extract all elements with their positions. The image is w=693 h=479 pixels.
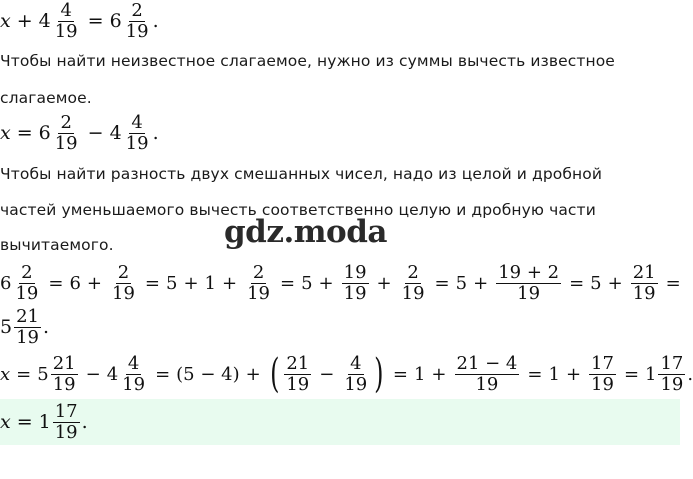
- rule-text-2: слагаемое.: [0, 89, 92, 107]
- minus-sign: −: [319, 363, 335, 385]
- numerator: 19: [343, 261, 367, 283]
- denominator: 19: [125, 132, 149, 154]
- equation-line-4: [0, 351, 693, 397]
- plus-sign: +: [183, 272, 199, 294]
- number: 1: [548, 363, 560, 385]
- rule-text-3: Чтобы найти разность двух смешанных чисел, надо из целой и дробной: [0, 165, 602, 183]
- denominator: 19: [475, 373, 499, 395]
- equation-line-2: [0, 110, 159, 156]
- numerator: 2: [131, 0, 143, 21]
- number: 6: [69, 272, 81, 294]
- whole-part: 5: [37, 363, 49, 385]
- equals-sign: =: [569, 272, 585, 294]
- denominator: 19: [591, 373, 614, 395]
- fraction: [53, 1, 80, 42]
- equals-sign: =: [155, 363, 171, 385]
- fraction: [110, 263, 137, 304]
- equals-sign: =: [665, 272, 681, 294]
- numerator: 21: [52, 352, 76, 374]
- plus-sign: +: [607, 272, 623, 294]
- number: 1: [204, 272, 216, 294]
- var-x: x: [0, 363, 11, 385]
- rule-text-5: вычитаемого.: [0, 236, 114, 254]
- denominator: 19: [52, 373, 76, 395]
- numerator: 17: [54, 400, 78, 422]
- fraction: [53, 113, 80, 154]
- equation-line-3: [0, 260, 687, 306]
- left-paren: (: [269, 351, 280, 397]
- whole-part: 6: [0, 272, 12, 294]
- numerator: 2: [252, 261, 265, 283]
- period: .: [152, 122, 159, 144]
- period: .: [687, 363, 693, 385]
- whole-part: 4: [109, 122, 122, 144]
- whole-part: 4: [38, 10, 51, 32]
- equals-sign: =: [48, 272, 64, 294]
- equals-sign: =: [16, 411, 33, 433]
- equals-sign: =: [434, 272, 450, 294]
- denominator: 19: [122, 373, 146, 395]
- denominator: 19: [112, 282, 135, 304]
- number: 5: [166, 272, 178, 294]
- equals-sign: =: [280, 272, 296, 294]
- fraction: [589, 354, 616, 395]
- denominator: 19: [125, 20, 149, 42]
- numerator: 21: [632, 261, 656, 283]
- numerator: 19 + 2: [498, 261, 560, 283]
- denominator: 19: [247, 282, 270, 304]
- period: .: [152, 10, 159, 32]
- plus-sign: +: [16, 10, 33, 32]
- whole-part: 6: [38, 122, 51, 144]
- fraction: [284, 354, 311, 395]
- var-x: x: [0, 10, 11, 32]
- numerator: 21: [16, 305, 39, 327]
- denominator: 19: [286, 373, 310, 395]
- var-x: x: [0, 411, 11, 433]
- equals-sign: =: [144, 272, 160, 294]
- watermark-logo: gdz.moda: [224, 214, 387, 250]
- plus-sign: +: [376, 272, 392, 294]
- rule-text-1: Чтобы найти неизвестное слагаемое, нужно из суммы вычесть известное: [0, 52, 615, 70]
- rule-text-4: частей уменьшаемого вычесть соответственно целую и дробную части: [0, 201, 596, 219]
- denominator: 19: [632, 282, 656, 304]
- plus-sign: +: [86, 272, 102, 294]
- denominator: 19: [54, 421, 78, 443]
- fraction: [120, 354, 147, 395]
- numerator: 4: [127, 352, 140, 374]
- fraction: [51, 354, 78, 395]
- denominator: 19: [54, 132, 78, 154]
- numerator: 2: [117, 261, 130, 283]
- numerator: 17: [660, 352, 684, 374]
- period: .: [81, 411, 88, 433]
- plus-sign: +: [565, 363, 582, 385]
- equation-line-3-continued: [0, 304, 49, 350]
- fraction: [342, 263, 369, 304]
- right-paren: ): [374, 351, 384, 397]
- fraction: [13, 263, 40, 304]
- number: 5: [455, 272, 468, 294]
- numerator: 21: [286, 352, 310, 374]
- minus-sign: −: [85, 363, 101, 385]
- fraction: [455, 354, 520, 395]
- plus-sign: +: [245, 363, 261, 385]
- whole-part: 5: [0, 316, 13, 338]
- fraction: [124, 113, 151, 154]
- denominator: 19: [343, 282, 367, 304]
- numerator: 2: [60, 111, 72, 133]
- numerator: 4: [60, 0, 72, 21]
- equals-sign: =: [527, 363, 543, 385]
- equation-line-1: [0, 0, 159, 44]
- fraction: [53, 402, 80, 443]
- fraction: [400, 263, 427, 304]
- fraction: [631, 263, 658, 304]
- number: 5: [301, 272, 313, 294]
- equals-sign: =: [392, 363, 408, 385]
- whole-part: 1: [38, 411, 51, 433]
- numerator: 17: [591, 352, 614, 374]
- plus-sign: +: [318, 272, 334, 294]
- denominator: 19: [660, 373, 684, 395]
- plus-sign: +: [473, 272, 489, 294]
- grouped-expression: (5 − 4): [176, 363, 240, 385]
- minus-sign: −: [87, 122, 104, 144]
- numerator: 21 − 4: [456, 352, 518, 374]
- denominator: 19: [401, 282, 425, 304]
- numerator: 2: [407, 261, 419, 283]
- fraction: [658, 354, 685, 395]
- answer-line: [0, 399, 88, 445]
- period: .: [43, 316, 50, 338]
- numerator: 4: [131, 111, 143, 133]
- numerator: 4: [350, 352, 362, 374]
- equals-sign: =: [87, 10, 104, 32]
- equals-sign: =: [623, 363, 640, 385]
- denominator: 19: [517, 282, 541, 304]
- answer-highlight: [0, 399, 680, 445]
- fraction: [124, 1, 151, 42]
- equals-sign: =: [16, 363, 32, 385]
- denominator: 19: [15, 282, 39, 304]
- denominator: 19: [54, 20, 78, 42]
- denominator: 19: [344, 373, 368, 395]
- number: 1: [413, 363, 426, 385]
- fraction: [342, 354, 369, 395]
- fraction: [496, 263, 561, 304]
- plus-sign: +: [431, 363, 447, 385]
- var-x: x: [0, 122, 11, 144]
- plus-sign: +: [222, 272, 238, 294]
- number: 5: [590, 272, 602, 294]
- whole-part: 6: [109, 10, 122, 32]
- whole-part: 1: [645, 363, 657, 385]
- equals-sign: =: [16, 122, 33, 144]
- denominator: 19: [16, 326, 39, 348]
- numerator: 2: [21, 261, 33, 283]
- whole-part: 4: [106, 363, 119, 385]
- fraction: [14, 307, 41, 348]
- fraction: [245, 263, 272, 304]
